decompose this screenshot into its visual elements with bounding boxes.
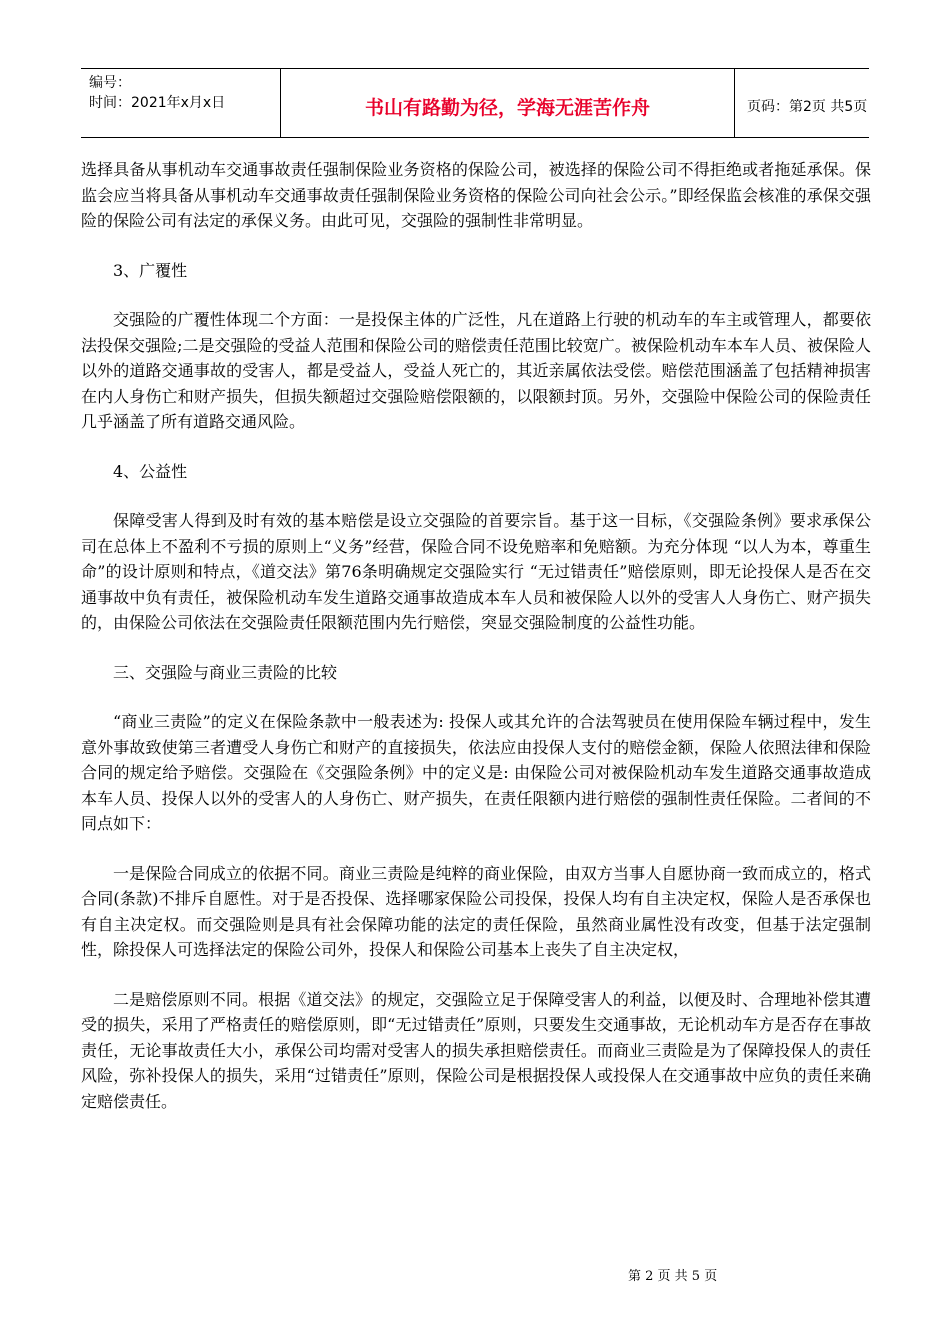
section-heading: 4、公益性 — [113, 461, 188, 481]
section-heading: 3、广覆性 — [113, 260, 188, 280]
paragraph: 一是保险合同成立的依据不同。商业三责险是纯粹的商业保险，由双方当事人自愿协商一致而成立的，格式合同(条款)不排斥自愿性。对于是否投保、选择哪家保险公司投保，投保人均有自主决定权，保险人是否承保也有自主决定权。而交强险则是具有社会保障功能的法定的责任保险，虽然商业属性没有改变，但基于法定强制性，除投保人可选择法定的保险公司外，投保人和保险公司基本上丧失了自主决定权， — [81, 863, 871, 959]
header-page-info: 页码：第2页 共5页 — [747, 99, 868, 115]
paragraph: “商业三责险”的定义在保险条款中一般表述为: 投保人或其允许的合法驾驶员在使用保险车辆过程中，发生意外事故致使第三者遭受人身伤亡和财产的直接损失，依法应由投保人支付的赔偿金额，保险人依照法律和保险合同的规定给予赔偿。交强险在《交强险条例》中的定义是: 由保险公司对被保险机动车发生道路交通事故造成本车人员、投保人以外的受害人的人身伤亡、财产损失，在责任限额内进行赔偿的强制性责任保险。二者间的不同点如下： — [81, 712, 871, 833]
page-header — [81, 68, 869, 138]
page-footer: 第 2 页 共 5 页 — [628, 1269, 718, 1284]
paragraph: 保障受害人得到及时有效的基本赔偿是设立交强险的首要宗旨。基于这一目标，《交强险条例》要求承保公司在总体上不盈利不亏损的原则上“义务”经营，保险合同不设免赔率和免赔额。为充分体现 “以人为本，尊重生命”的设计原则和特点，《道交法》第76条明确规定交强险实行 “无过错责任”赔偿原则，即无论投保人是否在交通事故中负有责任，被保险机动车发生道路交通事故造成本车人员和被保险人以外的受害人人身伤亡、财产损失的，由保险公司依法在交强险责任限额范围内先行赔偿，突显交强险制度的公益性功能。 — [81, 511, 871, 632]
header-motto: 书山有路勤为径，学海无涯苦作舟 — [281, 69, 735, 137]
paragraph: 二是赔偿原则不同。根据《道交法》的规定，交强险立足于保障受害人的利益，以便及时、合理地补偿其遭受的损失，采用了严格责任的赔偿原则，即“无过错责任”原则，只要发生交通事故，无论机动车方是否存在事故责任，无论事故责任大小，承保公司均需对受害人的损失承担赔偿责任。而商业三责险是为了保障投保人的责任风险，弥补投保人的损失，采用“过错责任”原则，保险公司是根据投保人或投保人在交通事故中应负的责任来确定赔偿责任。 — [81, 989, 871, 1111]
section-heading: 三、交强险与商业三责险的比较 — [113, 662, 338, 682]
document-number-label: 编号： — [89, 75, 131, 91]
paragraph: 选择具备从事机动车交通事故责任强制保险业务资格的保险公司，被选择的保险公司不得拒绝或者拖延承保。保监会应当将具备从事机动车交通事故责任强制保险业务资格的保险公司向社会公示。”即经保监会核准的承保交强险的保险公司有法定的承保义务。由此可见，交强险的强制性非常明显。 — [81, 160, 871, 230]
document-time-label: 时间：2021年x月x日 — [89, 95, 226, 111]
document-body — [81, 157, 871, 1138]
paragraph: 交强险的广覆性体现二个方面：一是投保主体的广泛性，凡在道路上行驶的机动车的车主或管理人，都要依法投保交强险;二是交强险的受益人范围和保险公司的赔偿责任范围比较宽广。被保险机动车本车人员、被保险人以外的道路交通事故的受害人，都是受益人，受益人死亡的，其近亲属依法受偿。赔偿范围涵盖了包括精神损害在内人身伤亡和财产损失，但损失额超过交强险赔偿限额的，以限额封顶。另外，交强险中保险公司的保险责任几乎涵盖了所有道路交通风险。 — [81, 310, 871, 431]
header-meta — [81, 69, 281, 137]
